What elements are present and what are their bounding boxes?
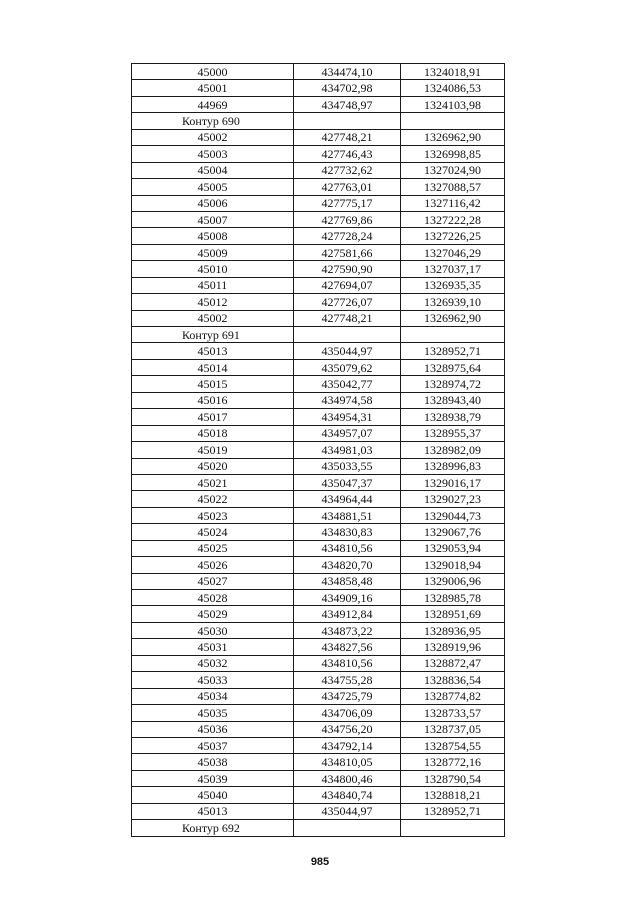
y-coordinate-cell: 1326998,85 <box>401 146 505 162</box>
point-number-cell: 45021 <box>132 474 294 490</box>
x-coordinate-cell: 434840,74 <box>294 787 401 803</box>
y-coordinate-cell: 1329006,96 <box>401 573 505 589</box>
table-row <box>132 294 505 310</box>
y-coordinate-cell: 1328938,79 <box>401 409 505 425</box>
x-coordinate-cell: 427775,17 <box>294 195 401 211</box>
point-number-cell: 44969 <box>132 96 294 112</box>
point-number-cell: 45017 <box>132 409 294 425</box>
point-number-cell: 45020 <box>132 458 294 474</box>
table-row <box>132 803 505 819</box>
point-number-cell: 45004 <box>132 162 294 178</box>
y-coordinate-cell: 1328872,47 <box>401 655 505 671</box>
empty-cell <box>294 327 401 343</box>
point-number-cell: 45039 <box>132 770 294 786</box>
table-row <box>132 146 505 162</box>
table-row <box>132 573 505 589</box>
point-number-cell: 45014 <box>132 359 294 375</box>
point-number-cell: 45026 <box>132 557 294 573</box>
point-number-cell: 45038 <box>132 754 294 770</box>
x-coordinate-cell: 427732,62 <box>294 162 401 178</box>
table-row <box>132 672 505 688</box>
y-coordinate-cell: 1328982,09 <box>401 442 505 458</box>
x-coordinate-cell: 435044,97 <box>294 343 401 359</box>
contour-label: Контур 690 <box>132 113 294 129</box>
table-row <box>132 261 505 277</box>
point-number-cell: 45007 <box>132 211 294 227</box>
contour-header-row <box>132 113 505 129</box>
x-coordinate-cell: 434912,84 <box>294 606 401 622</box>
y-coordinate-cell: 1328974,72 <box>401 376 505 392</box>
point-number-cell: 45024 <box>132 524 294 540</box>
y-coordinate-cell: 1327046,29 <box>401 244 505 260</box>
table-row <box>132 705 505 721</box>
point-number-cell: 45008 <box>132 228 294 244</box>
y-coordinate-cell: 1328754,55 <box>401 737 505 753</box>
point-number-cell: 45033 <box>132 672 294 688</box>
x-coordinate-cell: 434706,09 <box>294 705 401 721</box>
y-coordinate-cell: 1328733,57 <box>401 705 505 721</box>
x-coordinate-cell: 434810,56 <box>294 655 401 671</box>
y-coordinate-cell: 1327116,42 <box>401 195 505 211</box>
contour-label: Контур 692 <box>132 820 294 836</box>
point-number-cell: 45001 <box>132 80 294 96</box>
x-coordinate-cell: 434881,51 <box>294 507 401 523</box>
x-coordinate-cell: 434810,05 <box>294 754 401 770</box>
y-coordinate-cell: 1327088,57 <box>401 179 505 195</box>
table-row <box>132 179 505 195</box>
x-coordinate-cell: 435042,77 <box>294 376 401 392</box>
x-coordinate-cell: 434748,97 <box>294 96 401 112</box>
point-number-cell: 45023 <box>132 507 294 523</box>
point-number-cell: 45028 <box>132 590 294 606</box>
table-row <box>132 244 505 260</box>
x-coordinate-cell: 435033,55 <box>294 458 401 474</box>
point-number-cell: 45002 <box>132 129 294 145</box>
y-coordinate-cell: 1324018,91 <box>401 64 505 80</box>
table-row <box>132 129 505 145</box>
point-number-cell: 45019 <box>132 442 294 458</box>
point-number-cell: 45040 <box>132 787 294 803</box>
x-coordinate-cell: 434820,70 <box>294 557 401 573</box>
y-coordinate-cell: 1326962,90 <box>401 129 505 145</box>
y-coordinate-cell: 1329053,94 <box>401 540 505 556</box>
y-coordinate-cell: 1328737,05 <box>401 721 505 737</box>
table-row <box>132 688 505 704</box>
point-number-cell: 45037 <box>132 737 294 753</box>
y-coordinate-cell: 1328975,64 <box>401 359 505 375</box>
point-number-cell: 45029 <box>132 606 294 622</box>
y-coordinate-cell: 1326939,10 <box>401 294 505 310</box>
point-number-cell: 45022 <box>132 491 294 507</box>
empty-cell <box>401 820 505 836</box>
y-coordinate-cell: 1328774,82 <box>401 688 505 704</box>
y-coordinate-cell: 1328952,71 <box>401 803 505 819</box>
table-row <box>132 590 505 606</box>
table-row <box>132 754 505 770</box>
y-coordinate-cell: 1328919,96 <box>401 639 505 655</box>
x-coordinate-cell: 434954,31 <box>294 409 401 425</box>
contour-label: Контур 691 <box>132 327 294 343</box>
y-coordinate-cell: 1328951,69 <box>401 606 505 622</box>
table-row <box>132 277 505 293</box>
point-number-cell: 45031 <box>132 639 294 655</box>
x-coordinate-cell: 434909,16 <box>294 590 401 606</box>
point-number-cell: 45027 <box>132 573 294 589</box>
y-coordinate-cell: 1329067,76 <box>401 524 505 540</box>
page-number: 985 <box>310 856 330 868</box>
coordinates-table-body <box>132 64 505 837</box>
table-row <box>132 737 505 753</box>
table-row <box>132 96 505 112</box>
point-number-cell: 45012 <box>132 294 294 310</box>
x-coordinate-cell: 434974,58 <box>294 392 401 408</box>
x-coordinate-cell: 427748,21 <box>294 310 401 326</box>
y-coordinate-cell: 1328996,83 <box>401 458 505 474</box>
table-row <box>132 228 505 244</box>
x-coordinate-cell: 427694,07 <box>294 277 401 293</box>
table-row <box>132 376 505 392</box>
y-coordinate-cell: 1329018,94 <box>401 557 505 573</box>
table-row <box>132 721 505 737</box>
y-coordinate-cell: 1328836,54 <box>401 672 505 688</box>
y-coordinate-cell: 1327024,90 <box>401 162 505 178</box>
y-coordinate-cell: 1328985,78 <box>401 590 505 606</box>
point-number-cell: 45035 <box>132 705 294 721</box>
y-coordinate-cell: 1328952,71 <box>401 343 505 359</box>
table-row <box>132 622 505 638</box>
y-coordinate-cell: 1327037,17 <box>401 261 505 277</box>
x-coordinate-cell: 427728,24 <box>294 228 401 244</box>
x-coordinate-cell: 427769,86 <box>294 211 401 227</box>
y-coordinate-cell: 1329016,17 <box>401 474 505 490</box>
point-number-cell: 45018 <box>132 425 294 441</box>
point-number-cell: 45030 <box>132 622 294 638</box>
table-row <box>132 425 505 441</box>
x-coordinate-cell: 434873,22 <box>294 622 401 638</box>
x-coordinate-cell: 427590,90 <box>294 261 401 277</box>
x-coordinate-cell: 434800,46 <box>294 770 401 786</box>
y-coordinate-cell: 1326935,35 <box>401 277 505 293</box>
y-coordinate-cell: 1324103,98 <box>401 96 505 112</box>
y-coordinate-cell: 1328772,16 <box>401 754 505 770</box>
point-number-cell: 45005 <box>132 179 294 195</box>
point-number-cell: 45010 <box>132 261 294 277</box>
table-row <box>132 787 505 803</box>
x-coordinate-cell: 434792,14 <box>294 737 401 753</box>
point-number-cell: 45006 <box>132 195 294 211</box>
x-coordinate-cell: 434756,20 <box>294 721 401 737</box>
x-coordinate-cell: 434858,48 <box>294 573 401 589</box>
table-row <box>132 540 505 556</box>
x-coordinate-cell: 434725,79 <box>294 688 401 704</box>
empty-cell <box>294 113 401 129</box>
x-coordinate-cell: 435044,97 <box>294 803 401 819</box>
table-row <box>132 195 505 211</box>
table-row <box>132 359 505 375</box>
point-number-cell: 45036 <box>132 721 294 737</box>
y-coordinate-cell: 1329044,73 <box>401 507 505 523</box>
x-coordinate-cell: 434474,10 <box>294 64 401 80</box>
x-coordinate-cell: 434702,98 <box>294 80 401 96</box>
x-coordinate-cell: 434810,56 <box>294 540 401 556</box>
point-number-cell: 45025 <box>132 540 294 556</box>
y-coordinate-cell: 1329027,23 <box>401 491 505 507</box>
y-coordinate-cell: 1328790,54 <box>401 770 505 786</box>
table-row <box>132 770 505 786</box>
point-number-cell: 45032 <box>132 655 294 671</box>
table-row <box>132 211 505 227</box>
table-row <box>132 491 505 507</box>
contour-header-row <box>132 327 505 343</box>
x-coordinate-cell: 434957,07 <box>294 425 401 441</box>
point-number-cell: 45002 <box>132 310 294 326</box>
table-row <box>132 409 505 425</box>
table-row <box>132 639 505 655</box>
table-row <box>132 162 505 178</box>
x-coordinate-cell: 434827,56 <box>294 639 401 655</box>
table-row <box>132 557 505 573</box>
x-coordinate-cell: 434964,44 <box>294 491 401 507</box>
table-row <box>132 507 505 523</box>
table-row <box>132 392 505 408</box>
table-row <box>132 606 505 622</box>
y-coordinate-cell: 1326962,90 <box>401 310 505 326</box>
x-coordinate-cell: 427726,07 <box>294 294 401 310</box>
table-row <box>132 458 505 474</box>
x-coordinate-cell: 427581,66 <box>294 244 401 260</box>
x-coordinate-cell: 427763,01 <box>294 179 401 195</box>
y-coordinate-cell: 1324086,53 <box>401 80 505 96</box>
x-coordinate-cell: 427746,43 <box>294 146 401 162</box>
point-number-cell: 45016 <box>132 392 294 408</box>
point-number-cell: 45034 <box>132 688 294 704</box>
point-number-cell: 45000 <box>132 64 294 80</box>
y-coordinate-cell: 1328818,21 <box>401 787 505 803</box>
point-number-cell: 45009 <box>132 244 294 260</box>
table-row <box>132 343 505 359</box>
x-coordinate-cell: 427748,21 <box>294 129 401 145</box>
table-row <box>132 80 505 96</box>
x-coordinate-cell: 435047,37 <box>294 474 401 490</box>
point-number-cell: 45011 <box>132 277 294 293</box>
y-coordinate-cell: 1327226,25 <box>401 228 505 244</box>
table-row <box>132 524 505 540</box>
coordinates-table <box>131 63 505 837</box>
table-row <box>132 474 505 490</box>
empty-cell <box>401 113 505 129</box>
table-row <box>132 442 505 458</box>
table-row <box>132 64 505 80</box>
contour-header-row <box>132 820 505 836</box>
y-coordinate-cell: 1328955,37 <box>401 425 505 441</box>
x-coordinate-cell: 434830,83 <box>294 524 401 540</box>
empty-cell <box>294 820 401 836</box>
point-number-cell: 45003 <box>132 146 294 162</box>
x-coordinate-cell: 435079,62 <box>294 359 401 375</box>
y-coordinate-cell: 1328936,95 <box>401 622 505 638</box>
point-number-cell: 45015 <box>132 376 294 392</box>
y-coordinate-cell: 1328943,40 <box>401 392 505 408</box>
table-row <box>132 655 505 671</box>
point-number-cell: 45013 <box>132 803 294 819</box>
x-coordinate-cell: 434981,03 <box>294 442 401 458</box>
y-coordinate-cell: 1327222,28 <box>401 211 505 227</box>
table-row <box>132 310 505 326</box>
empty-cell <box>401 327 505 343</box>
x-coordinate-cell: 434755,28 <box>294 672 401 688</box>
point-number-cell: 45013 <box>132 343 294 359</box>
